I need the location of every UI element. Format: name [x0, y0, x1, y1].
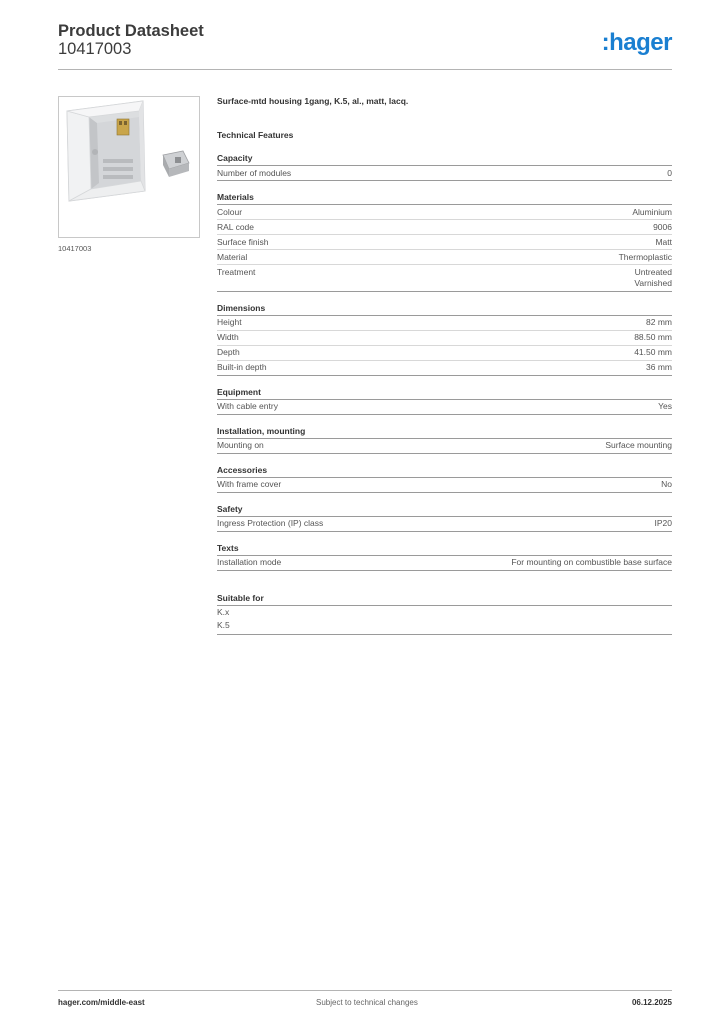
- spec-label: Colour: [217, 206, 243, 217]
- section-accessories: [217, 465, 672, 493]
- spec-row: [217, 400, 672, 415]
- product-description: Surface-mtd housing 1gang, K.5, al., matt, lacq.: [217, 96, 409, 106]
- suitable-list: [217, 606, 672, 635]
- spec-row: [217, 346, 672, 361]
- spec-label: Number of modules: [217, 167, 292, 178]
- footer-website-link[interactable]: hager.com/middle-east: [58, 998, 145, 1007]
- spec-value-line: Varnished: [634, 278, 672, 288]
- section-capacity: [217, 153, 672, 181]
- spec-label: Width: [217, 332, 239, 342]
- section-texts: [217, 543, 672, 571]
- spec-value: 88.50 mm: [634, 332, 672, 342]
- section-heading: Equipment: [217, 387, 672, 400]
- spec-label: With cable entry: [217, 401, 278, 411]
- spec-row: [217, 439, 672, 454]
- spec-value: Yes: [658, 401, 672, 411]
- spec-row: [217, 250, 672, 265]
- spec-label: With frame cover: [217, 479, 282, 489]
- section-equipment: [217, 387, 672, 415]
- spec-label: Height: [217, 317, 242, 327]
- spec-label: RAL code: [217, 221, 255, 232]
- list-item: K.x: [217, 606, 230, 617]
- spec-row: [217, 220, 672, 235]
- section-installation: [217, 426, 672, 454]
- spec-label: Ingress Protection (IP) class: [217, 518, 324, 528]
- spec-value: 36 mm: [646, 362, 672, 372]
- page-header: [58, 20, 672, 70]
- spec-label: Built-in depth: [217, 362, 267, 372]
- spec-label: Treatment: [217, 266, 256, 277]
- section-heading: Suitable for: [217, 593, 672, 606]
- spec-label: Material: [217, 251, 248, 262]
- spec-value: Matt: [655, 236, 672, 247]
- header-divider: [58, 69, 672, 70]
- spec-row: [217, 166, 672, 181]
- spec-value: Aluminium: [632, 206, 672, 217]
- spec-row: [217, 235, 672, 250]
- datasheet-content: [217, 96, 672, 635]
- spec-label: Surface finish: [217, 236, 269, 247]
- spec-row: [217, 331, 672, 346]
- section-heading: Safety: [217, 504, 672, 517]
- spec-value: Surface mounting: [605, 440, 672, 450]
- technical-features-heading: Technical Features: [217, 130, 294, 140]
- spec-label: Mounting on: [217, 440, 264, 450]
- section-heading: Dimensions: [217, 303, 672, 316]
- spec-value: No: [661, 479, 672, 489]
- section-heading: Accessories: [217, 465, 672, 478]
- spec-row: [217, 556, 672, 571]
- section-heading: Installation, mounting: [217, 426, 672, 439]
- spec-label: Installation mode: [217, 557, 282, 567]
- section-safety: [217, 504, 672, 532]
- list-item: K.5: [217, 620, 230, 630]
- spec-value: IP20: [654, 518, 672, 528]
- spec-value: [634, 267, 672, 290]
- spec-value-line: Untreated: [634, 266, 672, 277]
- spec-row: [217, 205, 672, 220]
- spec-value: 82 mm: [646, 317, 672, 327]
- section-heading: Materials: [217, 192, 672, 205]
- spec-value: Thermoplastic: [618, 251, 672, 262]
- spec-value: 41.50 mm: [634, 347, 672, 357]
- section-heading: Capacity: [217, 153, 672, 166]
- section-suitable-for: [217, 593, 672, 635]
- section-materials: [217, 192, 672, 292]
- spec-row: [217, 316, 672, 331]
- spec-row: [217, 265, 672, 292]
- image-caption: 10417003: [58, 244, 92, 253]
- product-number: 10417003: [58, 40, 132, 58]
- product-image: [58, 96, 200, 238]
- hager-logo: :hager: [601, 29, 672, 56]
- spec-label: Depth: [217, 347, 240, 357]
- spec-row: [217, 361, 672, 376]
- housing-illustration: [59, 97, 199, 237]
- section-dimensions: [217, 303, 672, 376]
- footer-date: 06.12.2025: [631, 998, 672, 1007]
- spec-value: For mounting on combustible base surface: [511, 557, 672, 567]
- footer-notice: Subject to technical changes: [316, 998, 418, 1007]
- spec-row: [217, 517, 672, 532]
- section-heading: Texts: [217, 543, 672, 556]
- spec-value: 0: [667, 167, 672, 178]
- spec-value: 9006: [653, 221, 672, 232]
- spec-row: [217, 478, 672, 493]
- footer-divider: [58, 990, 672, 991]
- page-title: Product Datasheet: [58, 22, 204, 40]
